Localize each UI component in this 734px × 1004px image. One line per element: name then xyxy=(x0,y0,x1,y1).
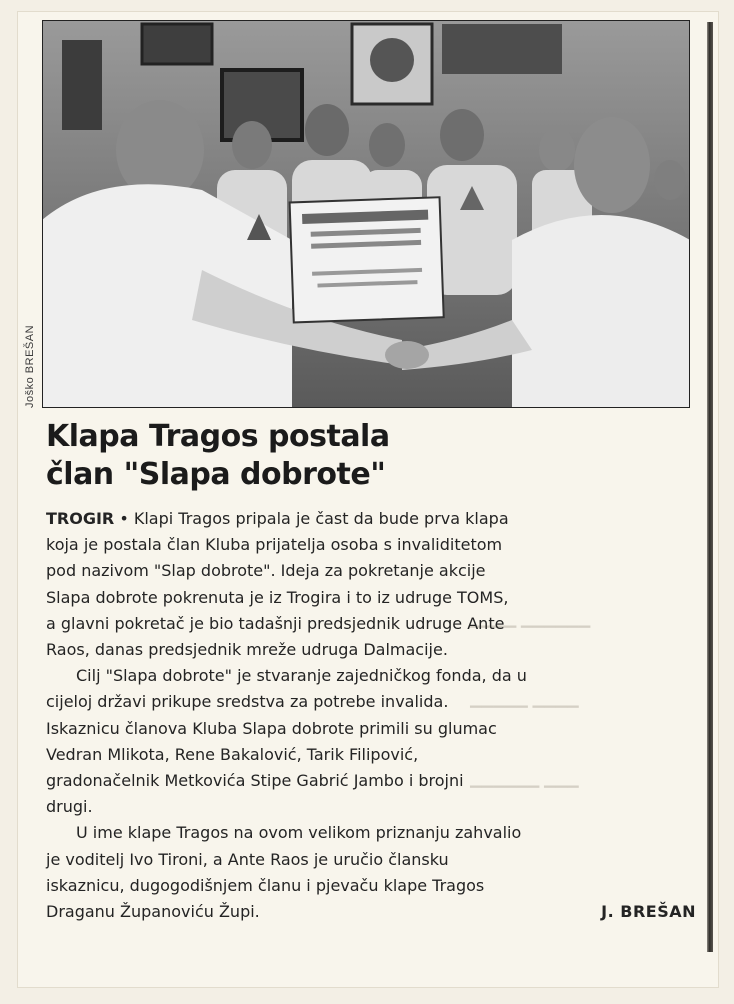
bullet: • xyxy=(119,509,129,528)
article-photo xyxy=(42,20,690,408)
article-line: je voditelj Ivo Tironi, a Ante Raos je uručio člansku xyxy=(46,849,449,869)
article-line: a glavni pokretač je bio tadašnji predsjednik udruge Ante xyxy=(46,613,505,633)
article-body xyxy=(46,506,696,925)
article-line: pod nazivom "Slap dobrote". Ideja za pokretanje akcije xyxy=(46,561,486,581)
article-line: TROGIR • Klapi Tragos pripala je čast da bude prva klapa xyxy=(46,509,509,528)
article-line: Raos, danas predsjednik mreže udruga Dalmacije. xyxy=(46,640,448,660)
byline: J. BREŠAN xyxy=(601,902,696,922)
article-line: Vedran Mlikota, Rene Bakalović, Tarik Filipović, xyxy=(46,744,419,764)
article-line: Slapa dobrote pokrenuta je iz Trogira i to iz udruge TOMS, xyxy=(46,587,509,607)
article-line: Iskaznicu članova Kluba Slapa dobrote primili su glumac xyxy=(46,718,497,738)
dateline: TROGIR xyxy=(46,509,115,528)
article-line: drugi. xyxy=(46,797,93,817)
bleed-through-text: ▁▁▁▁▁▁ ▁▁▁ xyxy=(470,770,579,788)
article-line: iskaznicu, dugogodišnjem članu i pjevaču klape Tragos xyxy=(46,875,485,895)
headline-line-1: Klapa Tragos postala xyxy=(46,419,390,454)
column-rule xyxy=(707,22,713,952)
article-line: Cilj "Slapa dobrote" je stvaranje zajedničkog fonda, da u xyxy=(76,666,527,686)
headline-line-2: član "Slapa dobrote" xyxy=(46,457,386,492)
bleed-through-text: ▁▁▁▁ ▁▁▁▁▁▁ xyxy=(470,610,591,628)
article-line: gradonačelnik Metkovića Stipe Gabrić Jambo i brojni xyxy=(46,771,464,791)
article-line: koja je postala član Kluba prijatelja osoba s invaliditetom xyxy=(46,535,503,555)
bleed-through-text: ▁▁▁▁▁ ▁▁▁▁ xyxy=(470,690,579,708)
article-headline xyxy=(46,418,390,494)
article-line: cijeloj državi prikupe sredstva za potrebe invalida. xyxy=(46,692,449,712)
article-line: Draganu Županoviću Župi. J. BREŠAN xyxy=(46,899,696,925)
photo-illustration xyxy=(42,20,690,408)
article-line: U ime klape Tragos na ovom velikom priznanju zahvalio xyxy=(76,823,522,843)
photo-credit: Joško BREŠAN xyxy=(24,324,36,408)
